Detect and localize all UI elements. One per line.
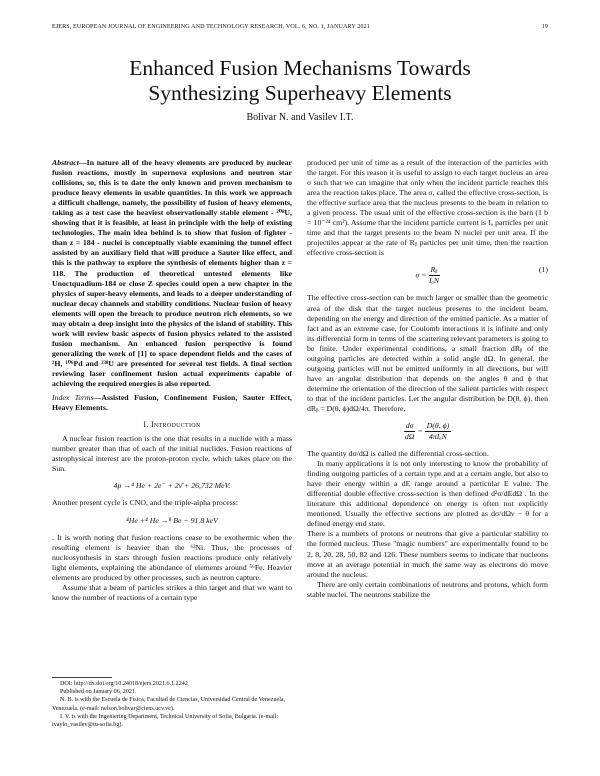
index-terms	[52, 393, 292, 413]
abstract-lead: Abstract	[52, 158, 79, 167]
equation-differential-cross-section	[307, 421, 548, 442]
running-header	[52, 24, 548, 30]
paper-title	[40, 56, 560, 106]
eq1-lhs: σ =	[415, 270, 427, 280]
body-paragraph-5: There is a numbers of protons or neutrons that give a particular stability to the formed nucleus. These "magic numbers" are experimentally found to be 2, 8, 20, 28, 50, 82 and 126. These numbers seems to indicate that nucleons move at an average potential in much the same way as electrons do move around the nucleus.	[307, 529, 548, 579]
author-list: Bolivar N. and Vasilev I.T.	[246, 112, 354, 123]
body-paragraph-6: There are only certain combinations of neutrons and protons, which form stable nuclei. The neutrons stabilize the	[307, 579, 548, 599]
left-column	[52, 158, 292, 603]
intro-paragraph-2: Another present cycle is CNO, and the triple-alpha process:	[52, 498, 238, 508]
equation-number: (1)	[538, 265, 548, 275]
footnote-published: Published on January 06, 2021.	[60, 689, 137, 696]
eq2-equals: =	[417, 426, 423, 436]
footnote-author-1: N. B. is with the Escuela de Física, Facultad de Ciencias, Universidad Central de Venezuela, Venezuela. (e-mail: nelson.bolivar@ciens.ucv.ve).	[52, 697, 286, 712]
eq2-right-denominator: 4πIₐN	[429, 432, 447, 442]
abstract	[52, 158, 292, 389]
section-heading-introduction: I. Introduction	[143, 420, 201, 430]
index-terms-text: —Assisted Fusion, Confinement Fusion, Sauter Effect, Heavy Elements.	[52, 393, 292, 413]
journal-header: EJERS, EUROPEAN JOURNAL OF ENGINEERING AND TECHNOLOGY RESEARCH, VOL. 6, NO. 1, JANUARY 2021	[52, 24, 370, 30]
equation-cross-section	[307, 265, 548, 286]
body-paragraph-4: In many applications it is not only interesting to know the probability of finding outgoing particles of a certain type and at a certain angle, but also to have their energy within a dE range around a particular E value. The differential double effective cross-section is then defined d²σ/dEdΩ . In the literature this additional dependence on energy is often not explicitly mentioned. Usually the effective sections are plotted as dσ/dΩν − θ for a defined energy end state.	[307, 459, 548, 529]
intro-paragraph-1: A nuclear fusion reaction is the one that results in a nuclide with a mass number greater than that of each of the initial nuclides. Fusion reactions of astrophysical interest are the proton-proton cycle, which takes place on the Sun.	[52, 434, 292, 474]
eq2-left-numerator: dσ	[405, 421, 414, 431]
footnote-doi: DOI: http://dx.doi.org/10.24018/ejers.2021.6.1.2242	[60, 681, 188, 687]
intro-paragraph-3: . It is worth noting that fusion reactions cease to be exothermic when the resulting element is heavier than the ⁶²Ni. Thus, the processes of nucleosynthesis in stars through fusion reactions produce only relatively light elements, explaining the abundance of elements around ⁵⁶Fe. Heavier elements are produced by other processes, such as neutron capture.	[52, 532, 292, 582]
body-paragraph-3: The quantity dσ/dΩ is called the differential cross-section.	[307, 449, 489, 459]
abstract-text: —In nature all of the heavy elements are produced by nuclear fusion reactions, mostly in supernova explosions and neutron star collisions, so, this is to date the only known and proven mechanism to produce heavy elements in usable quantities. In this work we approach a difficult challenge, namely, the possibility of fusion of heavy elements, taking as a test case the heaviest observationally stable element - ²⁰⁸U, showing that it is feasible, at least in principle with the help of existing technologies. The main idea behind is to show that fusion of fighter - than z = 184 - nuclei is conceptually viable examining the tunnel effect assisted by an auxiliary field that will produce a Sauter like effect, and this is the pathway to explore the synthesis of elements higher than z = 118. The production of theoretical untested elements like Unoctquadium-184 or close Z species could open a new chapter in the physics of super-heavy elements, and leads to a deeper understanding of nuclear decay channels and stability conditions. Nuclear fusion of heavy elements will open the breach to produce neutron rich elements, so we may obtain a deep insight into the physics of the island of stability. This work will review basic aspects of fusion physics related to the assisted fusion mechanism. An enhanced fusion perspective is found generalizing the work of [1] to space dependent fields and the cases of ²H, ¹⁰⁶Pd and ²³⁸U are presented for several test fields. A final section reviewing laser confinement fusion actual experiments capable of achieving the required energies is also reported.	[52, 158, 292, 389]
footnotes	[52, 677, 292, 729]
footnote-author-2: I. V. is with the Ingeniering Department, Technical University of Sofia, Bulgaria. (e-mail: ivaylo_vasilev@tu-sofia.bg).	[52, 713, 279, 729]
page-number: 19	[541, 24, 548, 30]
footnote-rule	[52, 677, 112, 678]
equation-triple-alpha: ⁴He +⁴ He →⁸ Be − 91.8 keV	[126, 515, 218, 525]
right-column	[307, 158, 548, 600]
eq2-right-fraction	[425, 421, 452, 442]
eq2-left-denominator: dΩ	[404, 432, 415, 442]
eq2-right-numerator: D(θ, ϕ)	[426, 421, 450, 431]
body-paragraph-1: produced per unit of time as a result of the interaction of the particles with the target. For this reason it is useful to assign to each target nucleus an area σ such that we can imagine that only when the incident particle reaches this area the reaction takes place. The area σ, called the effective cross-section, is the effective surface area that the nucleus presents to the beam in relation to a given process. The usual unit of the effective cross-section is the barn (1 b = 10⁻²⁴ cm²). Assume that the incident particle current is Iₐ particles per unit time and that the target presents to the beam N nuclei per unit area. If the projectiles appear at the rate of Rᵦ particles per unit time, then the reaction effective cross-section is	[307, 158, 548, 258]
eq1-numerator: Rᵦ	[430, 265, 438, 275]
body-paragraph-2: The effective cross-section can be much larger or smaller than the geometric area of the disk that the target nucleus presents to the incident beam, depending on the energy and direction of the emitted particle. As a matter of fact and as an extreme case, for Coulomb interactions it is infinite and only its differential form in terms of the scattering relevant parameters is going to be finite. Under experimental conditions, a small fraction dRᵦ of the outgoing particles are detected within a solid angle dΩ. In general, the outgoing particles will not be emitted uniformly in all directions, but will have an angular distribution that depends on the angles θ and ϕ that determine the orientation of the direction of the salient particles with respect to that of the incident particles. Let the angular distribution be D(θ, ϕ), then dRᵦ = D(θ, ϕ)dΩ/4π. Therefore,	[307, 293, 548, 413]
eq2-left-fraction	[404, 421, 416, 442]
intro-paragraph-4: Assume that a beam of particles strikes a thin target and that we want to know the number of reactions of a certain type	[52, 582, 292, 602]
equation-proton-proton: 4p →⁴ He + 2e⁻ + 2ν̄ + 26,732 MeV.	[113, 481, 231, 491]
eq1-fraction	[429, 265, 440, 286]
eq1-denominator: IₐN	[428, 276, 440, 286]
index-terms-lead: Index Terms	[52, 393, 94, 403]
title-line-1: Enhanced Fusion Mechanisms Towards	[129, 56, 471, 80]
title-line-2: Synthesizing Superheavy Elements	[148, 81, 452, 105]
